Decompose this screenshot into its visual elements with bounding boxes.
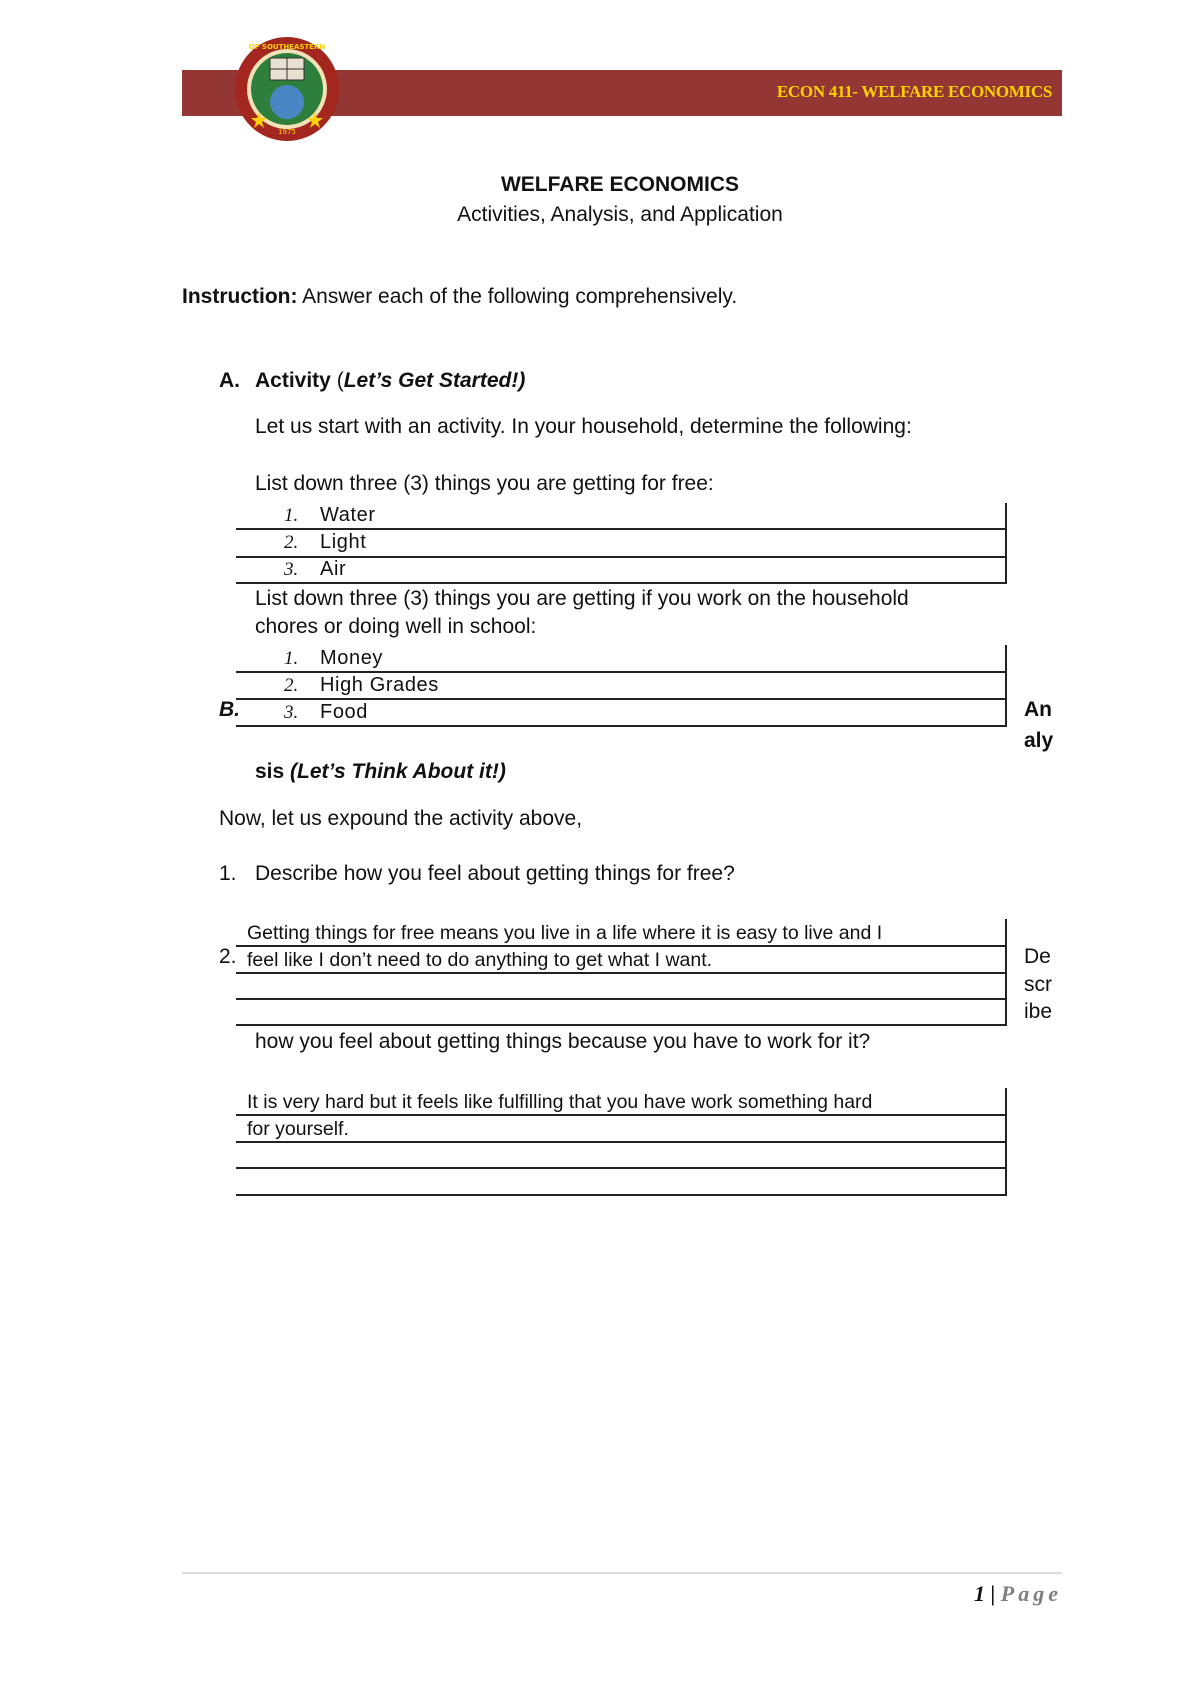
section-b-q2-part2: scr bbox=[1024, 973, 1052, 996]
page-label: Page bbox=[1000, 1581, 1062, 1606]
free-item-num: 2. bbox=[284, 532, 299, 553]
work-item bbox=[284, 648, 298, 670]
free-item-text: Light bbox=[320, 531, 367, 553]
work-item-num: 3. bbox=[284, 702, 299, 723]
section-a-subtitle: Let’s Get Started!) bbox=[343, 369, 526, 392]
logo-text: OF SOUTHEASTERN bbox=[248, 43, 326, 51]
section-a-q2-line1: List down three (3) things you are getting if you work on the household bbox=[255, 587, 909, 610]
section-b-letter: B. bbox=[219, 698, 240, 721]
section-a-intro: Let us start with an activity. In your household, determine the following: bbox=[255, 415, 912, 438]
section-a-q1: List down three (3) things you are getting for free: bbox=[255, 472, 714, 495]
work-item-num: 2. bbox=[284, 675, 299, 696]
instruction-text: Answer each of the following comprehensively. bbox=[297, 285, 738, 308]
university-seal-logo bbox=[234, 36, 340, 142]
free-item-text: Water bbox=[320, 504, 376, 526]
work-item-text: High Grades bbox=[320, 674, 439, 696]
section-b-q2-text: how you feel about getting things because you have to work for it? bbox=[255, 1030, 871, 1053]
logo-year: 1975 bbox=[278, 128, 296, 136]
instruction-label: Instruction: bbox=[182, 285, 298, 308]
page-separator: | bbox=[984, 1581, 1001, 1606]
section-a-letter: A. bbox=[219, 369, 240, 392]
section-b-q1-num: 1. bbox=[219, 862, 237, 885]
free-item-num: 1. bbox=[284, 505, 299, 526]
section-b-heading-part1: An bbox=[1024, 698, 1052, 721]
section-a-heading-text: Activity bbox=[255, 369, 331, 392]
instruction bbox=[182, 285, 737, 309]
footer-rule bbox=[182, 1572, 1062, 1574]
section-b-q2-num: 2. bbox=[219, 945, 237, 968]
work-item-num: 1. bbox=[284, 648, 299, 669]
section-b-q2-part1: De bbox=[1024, 945, 1051, 968]
page-footer bbox=[974, 1581, 1062, 1607]
section-b-subtitle: (Let’s Think About it!) bbox=[284, 760, 506, 783]
section-b-heading-part3: sis bbox=[255, 760, 285, 783]
section-b-intro: Now, let us expound the activity above, bbox=[219, 807, 583, 830]
page-title: WELFARE ECONOMICS bbox=[500, 173, 739, 196]
free-item bbox=[284, 505, 298, 527]
course-title: ECON 411- WELFARE ECONOMICS bbox=[776, 82, 1052, 101]
answer-1-line-2: feel like I don’t need to do anything to get what I want. bbox=[247, 949, 713, 971]
section-b-heading-part2: aly bbox=[1024, 729, 1054, 752]
free-item bbox=[284, 559, 298, 581]
page-subtitle: Activities, Analysis, and Application bbox=[457, 203, 783, 226]
free-item-num: 3. bbox=[284, 559, 299, 580]
answer-1-line-1: Getting things for free means you live in a life where it is easy to live and I bbox=[247, 922, 883, 944]
section-a-paren: ( bbox=[330, 369, 344, 392]
work-item bbox=[284, 702, 298, 724]
free-item-text: Air bbox=[320, 558, 347, 580]
work-item bbox=[284, 675, 298, 697]
work-item-text: Money bbox=[320, 647, 384, 669]
section-b-q1-text: Describe how you feel about getting things for free? bbox=[255, 862, 735, 885]
page-number: 1 bbox=[973, 1581, 985, 1606]
section-b-q2-part3: ibe bbox=[1024, 1000, 1053, 1023]
free-item bbox=[284, 532, 298, 554]
work-item-text: Food bbox=[320, 701, 368, 723]
section-a-q2-line2: chores or doing well in school: bbox=[255, 615, 537, 638]
section-b-heading bbox=[255, 760, 506, 784]
answer-2-line-2: for yourself. bbox=[247, 1118, 349, 1140]
section-a-heading bbox=[255, 369, 525, 393]
answer-2-line-1: It is very hard but it feels like fulfilling that you have work something hard bbox=[247, 1091, 873, 1113]
